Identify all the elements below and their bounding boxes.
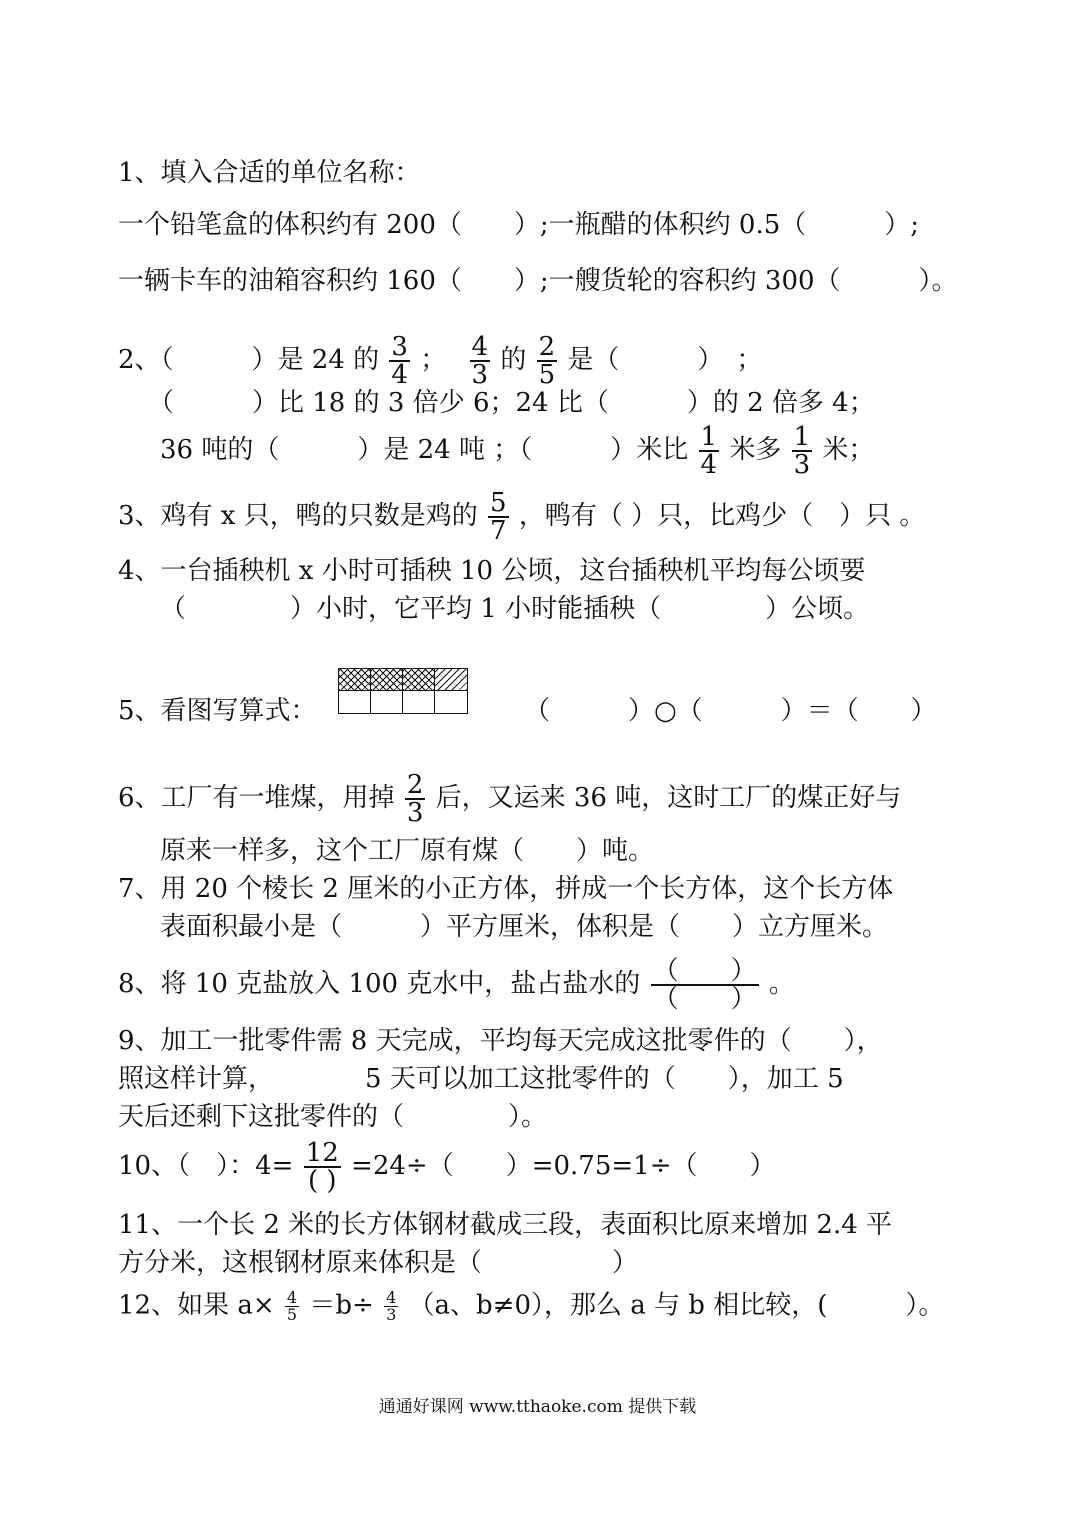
q5-expression: （ ）○（ ）＝（ ） (524, 696, 937, 726)
q2-text: 的 (500, 345, 527, 375)
q10-line (118, 1140, 776, 1194)
q2-line3 (160, 424, 874, 478)
fraction-grid-figure (338, 668, 468, 714)
q9-line3: 天后还剩下这批零件的（ ）。 (118, 1102, 548, 1132)
q3-text: ，鸭有（ ）只，比鸡少（ ）只 。 (518, 501, 926, 531)
q12-text: ＝b÷ (309, 1290, 374, 1321)
q3-text: 3、鸡有 x 只，鸭的只数是鸡的 (118, 501, 478, 531)
q1-title: 1、填入合适的单位名称： (118, 158, 421, 188)
fraction: $\frac{4}{5}$ (286, 1288, 298, 1324)
q6-text: 6、工厂有一堆煤，用掉 (118, 783, 395, 813)
q4-line1: 4、一台插秧机 x 小时可插秧 10 公顷，这台插秧机平均每公顷要 (118, 556, 866, 586)
q8-line (118, 958, 795, 1012)
q2-text: 米； (822, 435, 875, 465)
q2-text: ； (420, 345, 460, 375)
fraction: $\frac{5}{7}$ (490, 488, 507, 546)
fraction: $\frac{1}{4}$ (700, 422, 718, 480)
q6-text: 后，又运来 36 吨，这时工厂的煤正好与 (435, 783, 902, 813)
q9-line2: 照这样计算， 5 天可以加工这批零件的（ ），加工 5 (118, 1064, 844, 1094)
q1-line2: 一辆卡车的油箱容积约 160（ ）;一艘货轮的容积约 300（ ）。 (118, 266, 958, 296)
grid-cell-crosshatched (339, 669, 371, 691)
fraction: $\frac{2}{5}$ (538, 332, 556, 390)
q5-label: 5、看图写算式： (118, 696, 317, 726)
q12-line (118, 1290, 944, 1323)
q9-line1: 9、加工一批零件需 8 天完成，平均每天完成这批零件的（ ）， (118, 1026, 883, 1056)
q10-text: =24÷（ ）=0.75=1÷（ ） (351, 1151, 776, 1181)
grid-cell (371, 691, 403, 713)
q10-text: 10、（ ）：4= (118, 1151, 294, 1181)
q7-line2: 表面积最小是（ ）平方厘米，体积是（ ）立方厘米。 (160, 912, 889, 942)
q3-line (118, 490, 925, 544)
grid-cell (435, 691, 467, 713)
q2-text: 米多 (729, 435, 782, 465)
q11-line1: 11、一个长 2 米的长方体钢材截成三段，表面积比原来增加 2.4 平 (118, 1210, 893, 1240)
grid-cell (339, 691, 371, 713)
fraction: $\frac{12}{( )}$ (305, 1138, 339, 1196)
q11-line2: 方分米，这根钢材原来体积是（ ） (118, 1248, 639, 1278)
fraction: $\frac{3}{4}$ (391, 332, 408, 390)
grid-cell-hatched (435, 669, 467, 691)
q1-line1: 一个铅笔盒的体积约有 200（ ）;一瓶醋的体积约 0.5（ ）; (118, 210, 920, 240)
footer-credit: 通通好课网 www.tthaoke.com 提供下载 (378, 1397, 697, 1417)
q6-line1 (118, 772, 901, 826)
fraction: $\frac{4}{3}$ (471, 332, 489, 390)
q6-line2: 原来一样多，这个工厂原有煤（ ）吨。 (160, 836, 655, 866)
q2-line1 (118, 334, 762, 388)
grid-cell (403, 691, 435, 713)
fraction: $\frac{4}{3}$ (386, 1288, 397, 1324)
q2-line2: （ ）比 18 的 3 倍少 6；24 比（ ）的 2 倍多 4； (148, 388, 875, 418)
q2-text: 是（ ） ； (567, 345, 763, 375)
grid-cell-crosshatched (371, 669, 403, 691)
q12-text: 12、如果 a× (118, 1290, 275, 1321)
q4-line2: （ ）小时，它平均 1 小时能插秧（ ）公顷。 (160, 594, 870, 624)
fraction: $\frac{( )}{( )}$ (652, 956, 757, 1014)
q8-text: 8、将 10 克盐放入 100 克水中，盐占盐水的 (118, 969, 641, 999)
q8-text: 。 (768, 969, 795, 999)
q2-text: 36 吨的（ ）是 24 吨 ；（ ）米比 (160, 435, 689, 465)
fraction: $\frac{2}{3}$ (406, 770, 424, 828)
q7-line1: 7、用 20 个棱长 2 厘米的小正方体，拼成一个长方体，这个长方体 (118, 874, 894, 904)
fraction: $\frac{1}{3}$ (793, 422, 811, 480)
grid-cell-crosshatched (403, 669, 435, 691)
q2-text: 2、（ ）是 24 的 (118, 345, 380, 375)
q12-text: （a、b≠0），那么 a 与 b 相比较，( ）。 (408, 1290, 945, 1321)
